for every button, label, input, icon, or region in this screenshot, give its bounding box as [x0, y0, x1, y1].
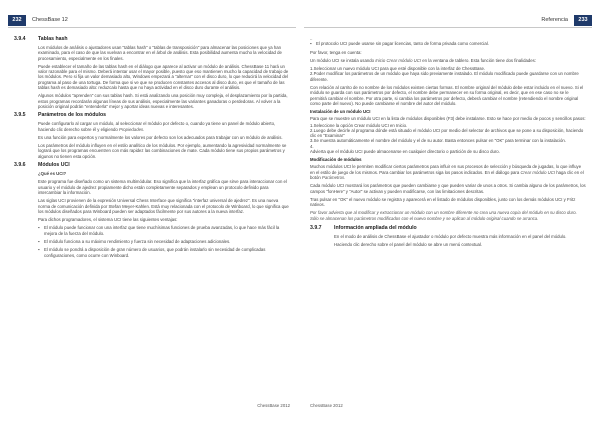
list-item-text: El módulo puede funcionar con una interfaz que tiene muchísimas funciones de prueba avanzadas, lo que hace más fácil la mejora de la fuerza del módulo. — [44, 225, 280, 236]
paragraph: Por favor, tenga en cuenta: — [310, 49, 362, 55]
section-number: 3.9.7 — [310, 225, 322, 232]
parameters-button-ref[interactable]: Parámetros. — [321, 174, 346, 180]
list-item-text: El protocolo UCI puede usarse sin pagar licencias, tanto de forma privada como comercial. — [316, 41, 489, 47]
left-page-body — [14, 36, 290, 394]
paragraph: Algunos módulos "aprenden" con sus tablas hash. Si está analizando una posición muy compleja, el desplazamiento por la partida, estos programas recordarán algunas líneas de sus análisis, especialmente las variantes ganadoras o perdedoras. Al volver a la posición original podrán "entenderla" mejor y aportar ideas nuevas e interesantes. — [38, 93, 288, 109]
paragraph: Con relación al carrito de no nombre de los módulos existen ciertas formas. El nombre original del módulo debe estar incluido en el nuevo. Si el módulo se guarda con sus parámetros por defecto, el nombre debe permanecer en su forma original, es decir, que en ese caso no se le permitirá cambiar el nombre. Por otra parte, si cambia los parámetros por defecto, deberá cambiar el nombre (retendiendo el nombre original como parte del nuevo). No puede cambiarse el nombre del autor del módulo. — [310, 85, 584, 106]
section-title: Parámetros de los módulos — [38, 112, 107, 119]
section-title: Información ampliada del módulo — [334, 225, 417, 232]
paragraph — [38, 121, 290, 132]
subheading-modify: Modificación de módulos — [310, 157, 362, 163]
menu-path[interactable]: Inicio Crear módulo UCI — [375, 57, 422, 63]
section-3-9-4 — [14, 36, 290, 42]
right-page-body — [310, 36, 586, 394]
subheading-install: Instalación de un módulo UCI — [310, 109, 371, 115]
bullet-icon: ▪ — [38, 225, 40, 231]
section-number: 3.9.4 — [14, 36, 26, 42]
section-3-9-7 — [310, 225, 586, 231]
numbered-item: 2.Poder modificar los parámetros de un módulo que haya sido previamente instalado. El módulo modificado puede guardarse con un nombre diferente. — [310, 71, 579, 82]
paragraph-text: haga clic en el botón — [310, 169, 584, 180]
left-page-footer: ChessBase 2012 — [257, 403, 290, 408]
paragraph-text: Muchos módulos UCI le permiten modificar ciertos parámetros para influir en sus procesos de selección y búsqueda de jugadas, lo que influye en el estilo de juego de los mismos. Para cambiar los parámetros siga los pasos indicados. En el diálogo para — [310, 164, 582, 175]
section-number: 3.9.6 — [14, 162, 26, 169]
numbered-item: 4. — [310, 143, 314, 149]
right-page-footer: ChessBase 2012 — [310, 403, 343, 408]
list-item — [38, 225, 290, 236]
list-item-text: El módulo funciona a su máximo rendimiento y fuerza sin necesidad de adaptaciones adicionales. — [44, 239, 231, 245]
properties-link[interactable]: Propiedades. — [119, 126, 145, 132]
left-page-header — [8, 14, 296, 28]
paragraph: Este programa fue diseñado como un sistema multimódular. Eso significa que la interfaz gráfica que sirve para interaccionar con el usuario y el módulo de ajedrez propiamente dicho están completamente separados y emplean un protocolo definido para intercambiar la información. — [38, 179, 287, 195]
section-number: 3.9.5 — [14, 112, 26, 119]
left-page-number: 232 — [8, 15, 26, 26]
italic-note: Por favor advierta que al modificar y extraccionar un módulo con un nombre diferente no crea una nueva copia del módulo en su disco duro. Sólo se almacenan los parámetros modificados con el nuevo nombre y se aplican al módulo original cuando se arranca. — [310, 210, 577, 221]
subheading: ¿Qué es UCI? — [38, 171, 67, 177]
paragraph: Haciendo clic derecho sobre el panel del módulo se abre un menú contextual. — [334, 242, 483, 248]
section-3-9-5 — [14, 112, 290, 118]
paragraph: Cada módulo UCI mostrará los parámetros que pueden cambiarse y que pueden variar de unos a otros. Si cambia alguno de los parámetros, los campos "fonHere" y "Autor" se activan y pueden modificarse, con las limitaciones descritas. — [310, 183, 586, 194]
left-header-title: ChessBase 12 — [32, 17, 68, 23]
paragraph-text: en la ventana de tablero. Esta función tiene dos finalidades: — [422, 57, 536, 63]
paragraph: Puede establecer el tamaño de las tablas hash en el diálogo que aparece al activar un módulo de análisis. ChessBase 11 hará un valor razonable para el mismo. Deberá intentar usar el mayor posible, puesto que eso mantienen mucho la capacidad de trabajo de los módulos. Pero si fija un valor demasiado alto, Windows empezará a "alternar" con el disco duro, lo que reducirá la velocidad del programa al paso de una tortuga. De forma que si ve que se producen constantes accesos al disco duro, es que el tamaño de las tablas hash es demasiado alto: reduzcalo hasta que no haya actividad en el disco duro durante el análisis. — [38, 63, 289, 91]
numbered-item: 1.Seleccionar un nuevo módulo UCI para que esté disponible con la interfaz de ChessBase. — [310, 66, 486, 72]
menu-path[interactable]: Crear módulo UCI — [520, 169, 556, 175]
paragraph-text: Puede configurarlo al cargar un módulo, al seleccionar el módulo por defecto o, cuando ya tiene un panel de módulo abierto, haciendo clic derecho sobre él y eligiendo — [38, 121, 276, 132]
left-page — [8, 14, 296, 414]
list-item — [38, 247, 290, 258]
bullet-icon: ▪ — [310, 41, 312, 47]
section-3-9-6 — [14, 162, 290, 168]
paragraph: En el modo de análisis de ChessBase el ajustador o módulo por defecto muestra más información en el panel del módulo. — [334, 234, 567, 240]
section-title: Tablas hash — [38, 36, 68, 42]
numbered-item: 2.Luego debe decirle al programa dónde está situado el módulo UCI por medio del selector de archivos que se pone a su disposición, haciendo clic en "Examinar" — [310, 127, 584, 139]
list-item-text: El módulo se pondrá a disposición de gran número de usuarios, que podrán instalarlo sin necesidad de complicadas configuraciones, como ocurre con Winboard. — [44, 247, 266, 258]
paragraph: Para que se muestre un módulo UCI en la lista de módulos disponibles (F3) debe instalarse. Esto se hace por medio de pocos y sencillos pasos: — [310, 116, 586, 122]
paragraph — [310, 58, 586, 63]
right-page — [304, 14, 592, 414]
section-title: Módulos UCI — [38, 162, 70, 169]
numbered-item: 1.Seleccione la opción Crear módulo UCI en Inicio. — [310, 122, 408, 128]
list-item — [310, 41, 586, 46]
right-page-header — [304, 14, 592, 28]
paragraph: Las siglas UCI provienen de la expresión Universal Chess Interface que significa "interfaz universal de ajedrez". Es una nueva norma de comunicación definida por Stefan Meyer-Kahlen. Está muy relacionada con el protocolo de Winboard, lo que significa que los módulos diseñados para Winboard pueden ser adaptados fácilmente por sus autores a la nueva interfaz. — [38, 198, 289, 214]
bullet-icon: ▪ — [38, 247, 40, 253]
paragraph-text: Un módulo UCI se instala usando — [310, 57, 375, 63]
paragraph: Los módulos de análisis o ajustadores usan "tablas hash" o "tablas de transposición" para almacenar las posiciones que ya han examinado, para el caso de que las vuelvan a encontrar en el árbol de análisis. Esta posibilidad aumenta mucho la velocidad de procesamiento, especialmente en los finales. — [38, 45, 282, 61]
paragraph — [310, 164, 586, 180]
paragraph: Tras pulsar en "OK" el nuevo módulo se registra y aparecerá en el listado de módulos disponibles, junto con los demás módulos UCI y Fritz nativos. — [310, 196, 576, 208]
paragraph: Es una función para expertos y normalmente los valores por defecto son los adecuados para trabajar con un módulo de análisis. — [38, 134, 283, 140]
right-header-title: Referencia — [541, 17, 568, 23]
numbered-item: 3.Se muestra automáticamente el nombre del módulo y el de su autor. Basta entonces pulsar en "OK" para terminar con la instalación. — [310, 138, 566, 144]
paragraph: Para dichos programadores, el sistema UCI tiene las siguientes ventajas: — [38, 217, 178, 223]
right-page-number: 233 — [574, 15, 592, 26]
list-item — [38, 239, 290, 244]
paragraph: Advierta que el módulo UCI puede almacenarse en cualquier directorio o partición de su disco duro. — [310, 149, 500, 155]
bullet-icon: ▪ — [38, 239, 40, 245]
intro-marker: .. — [310, 36, 313, 41]
paragraph: Los parámetros del módulo influyen en el estilo analítico de los módulos. Por ejemplo, aumentando la agresividad normalmente se logrará que los programas encuentren con más rapidez las combinaciones de mate. Cada módulo tiene sus propios parámetros y algunos no tienen esta opción. — [38, 143, 287, 159]
